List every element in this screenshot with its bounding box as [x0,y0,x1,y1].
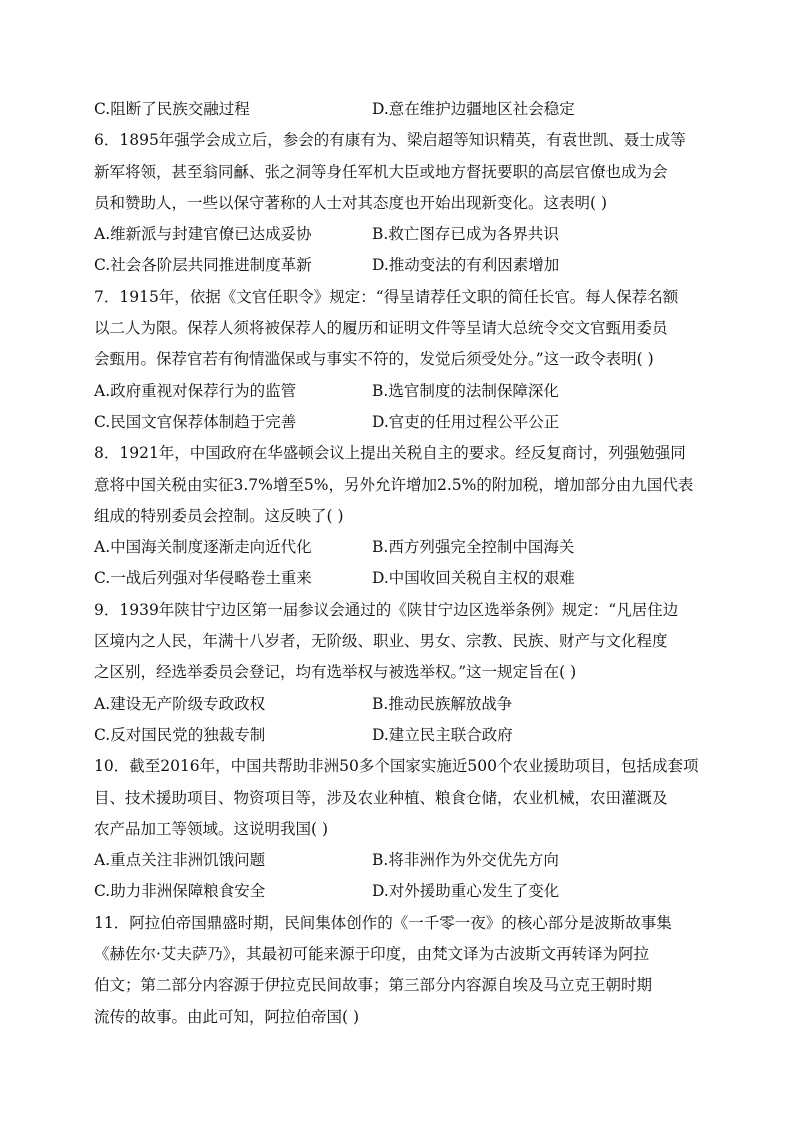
option-c: C.社会各阶层共同推进制度革新 [94,256,312,275]
option-a: A.政府重视对保荐行为的监管 [94,381,297,400]
question-line: 新军将领，甚至翁同龢、张之洞等身任军机大臣或地方督抚要职的高层官僚也成为会 [94,162,668,181]
option-b: B.推动民族解放战争 [372,694,513,713]
option-row [94,720,704,751]
option-d: D.对外援助重心发生了变化 [372,882,560,901]
question-8 [94,438,704,594]
option-a: A.建设无产阶级专政政权 [94,694,266,713]
question-line: 流传的故事。由此可知，阿拉伯帝国( ) [94,1007,360,1026]
option-a: A.维新派与封建官僚已达成妥协 [94,225,312,244]
question-line: 区境内之人民，年满十八岁者，无阶级、职业、男女、宗教、民族、财产与文化程度 [94,632,668,651]
question-line: 以二人为限。保荐人须将被保荐人的履历和证明文件等呈请大总统令交文官甄用委员 [94,319,668,338]
option-row [94,689,704,720]
option-d: D.意在维护边疆地区社会稳定 [372,100,575,118]
option-row [94,563,704,594]
question-line: 之区别，经选举委员会登记，均有选举权与被选举权。”这一规定旨在( ) [94,663,577,682]
option-a: A.重点关注非洲饥饿问题 [94,851,266,870]
option-row [94,250,704,281]
option-c: C.一战后列强对华侵略卷土重来 [94,569,312,588]
option-c: C.阻断了民族交融过程 [94,100,250,118]
option-d: D.建立民主联合政府 [372,725,513,744]
option-d: D.官吏的任用过程公平公正 [372,412,560,431]
question-line: 10．截至2016年，中国共帮助非洲50多个国家实施近500个农业援助项目，包括成套项 [94,757,699,776]
option-c: C.助力非洲保障粮食安全 [94,882,266,901]
question-line: 员和赞助人，一些以保守著称的人士对其态度也开始出现新变化。这表明( ) [94,193,608,212]
question-line: 会甄用。保荐官若有徇情滥保或与事实不符的，发觉后须受处分。”这一政令表明( ) [94,350,654,369]
option-row [94,407,704,438]
question-11 [94,908,704,1033]
exam-page [94,94,704,1033]
option-row [94,845,704,876]
question-line: 《赫佐尔·艾夫萨乃》，其最初可能来源于印度，由梵文译为古波斯文再转译为阿拉 [94,945,650,964]
option-d: D.推动变法的有利因素增加 [372,256,560,275]
option-row [94,876,704,907]
option-c: C.民国文官保荐体制趋于完善 [94,412,297,431]
question-7 [94,282,704,438]
question-9 [94,595,704,751]
option-b: B.选官制度的法制保障深化 [372,381,559,400]
option-row [94,532,704,563]
question-6 [94,125,704,281]
option-row [94,376,704,407]
question-line: 目、技术援助项目、物资项目等，涉及农业种植、粮食仓储，农业机械，农田灌溉及 [94,788,668,807]
question-line: 伯文；第二部分内容源于伊拉克民间故事；第三部分内容源自埃及马立克王朝时期 [94,976,653,995]
option-c: C.反对国民党的独裁专制 [94,725,266,744]
question-line: 农产品加工等领域。这说明我国( ) [94,819,329,838]
question-line: 6．1895年强学会成立后，参会的有康有为、梁启超等知识精英，有袁世凯、聂士成等 [94,131,686,150]
option-row [94,219,704,250]
option-a: A.中国海关制度逐渐走向近代化 [94,538,312,557]
question-line: 意将中国关税由实征3.7%增至5%，另外允许增加2.5%的附加税，增加部分由九国代表 [94,475,694,494]
option-b: B.救亡图存已成为各界共识 [372,225,559,244]
question-line: 11．阿拉伯帝国鼎盛时期，民间集体创作的《一千零一夜》的核心部分是波斯故事集 [94,913,672,932]
option-b: B.西方列强完全控制中国海关 [372,538,575,557]
option-row [94,94,704,125]
option-d: D.中国收回关税自主权的艰难 [372,569,575,588]
question-line: 组成的特别委员会控制。这反映了( ) [94,506,344,525]
question-line: 7．1915年，依据《文官任职令》规定：“得呈请荐任文职的简任长官。每人保荐名额 [94,287,679,306]
option-b: B.将非洲作为外交优先方向 [372,851,559,870]
question-10 [94,751,704,907]
question-line: 9．1939年陕甘宁边区第一届参议会通过的《陕甘宁边区选举条例》规定：“凡居住边 [94,600,679,619]
question-line: 8．1921年，中国政府在华盛顿会议上提出关税自主的要求。经反复商讨，列强勉强同 [94,444,686,463]
